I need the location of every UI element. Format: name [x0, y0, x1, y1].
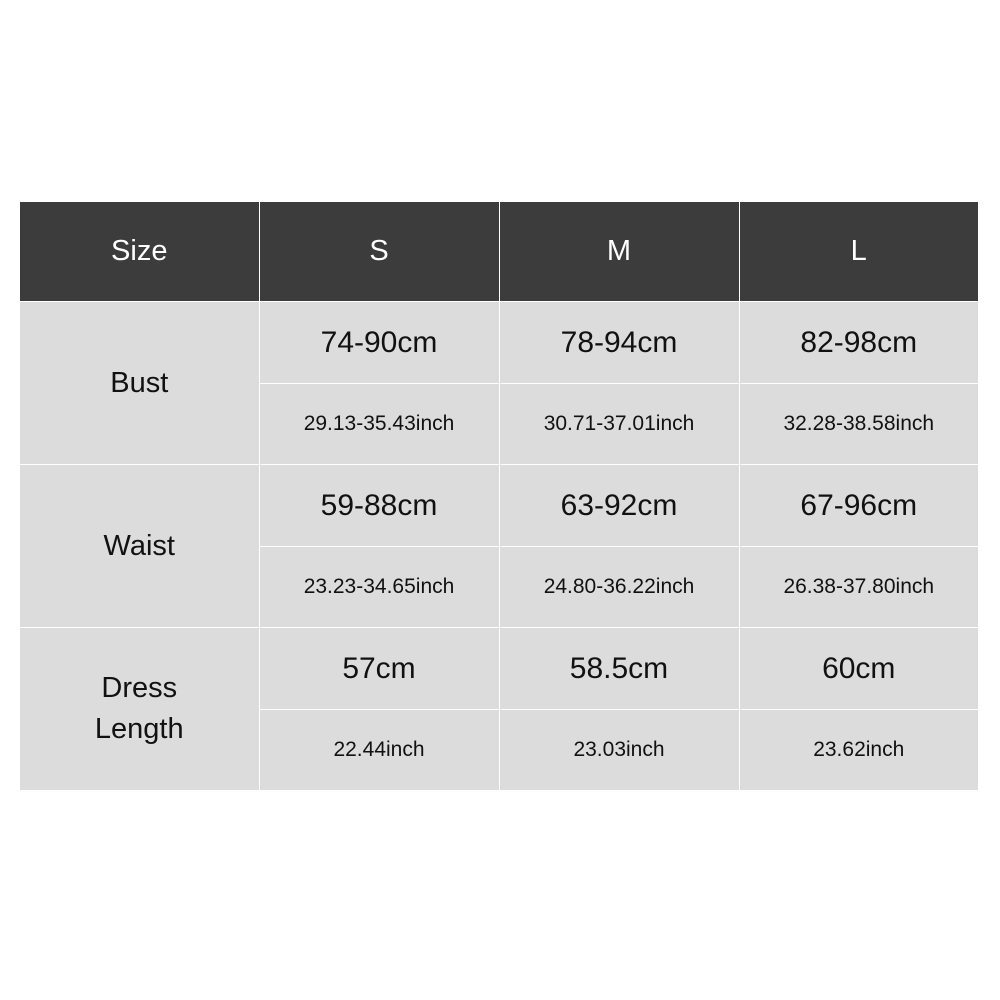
dress-length-cm-l: 60cm	[739, 628, 978, 710]
header-row	[20, 202, 978, 302]
bust-cm-l: 82-98cm	[739, 302, 978, 384]
waist-cm-s: 59-88cm	[259, 465, 499, 547]
table-row-waist-cm	[20, 465, 978, 547]
bust-inch-m: 30.71-37.01inch	[499, 384, 739, 465]
bust-inch-s: 29.13-35.43inch	[259, 384, 499, 465]
dress-length-inch-l: 23.62inch	[739, 710, 978, 791]
dress-length-inch-s: 22.44inch	[259, 710, 499, 791]
row-label-line: Dress	[101, 671, 178, 704]
dress-length-cm-m: 58.5cm	[499, 628, 739, 710]
bust-inch-l: 32.28-38.58inch	[739, 384, 978, 465]
waist-cm-l: 67-96cm	[739, 465, 978, 547]
row-label-waist	[20, 465, 259, 628]
table-row-bust-cm	[20, 302, 978, 384]
size-header-s: S	[259, 202, 499, 302]
dress-length-inch-m: 23.03inch	[499, 710, 739, 791]
size-chart-table	[20, 202, 978, 791]
row-label-dress-length	[20, 628, 259, 791]
waist-cm-m: 63-92cm	[499, 465, 739, 547]
bust-cm-s: 74-90cm	[259, 302, 499, 384]
table-row-dress-length-cm	[20, 628, 978, 710]
row-label-bust	[20, 302, 259, 465]
size-header-m: M	[499, 202, 739, 302]
size-header-label: Size	[20, 202, 259, 302]
dress-length-cm-s: 57cm	[259, 628, 499, 710]
row-label-line: Length	[94, 712, 184, 745]
size-header-l: L	[739, 202, 978, 302]
waist-inch-l: 26.38-37.80inch	[739, 547, 978, 628]
waist-inch-m: 24.80-36.22inch	[499, 547, 739, 628]
row-label-line: Bust	[110, 366, 169, 399]
bust-cm-m: 78-94cm	[499, 302, 739, 384]
row-label-line: Waist	[103, 529, 175, 562]
waist-inch-s: 23.23-34.65inch	[259, 547, 499, 628]
